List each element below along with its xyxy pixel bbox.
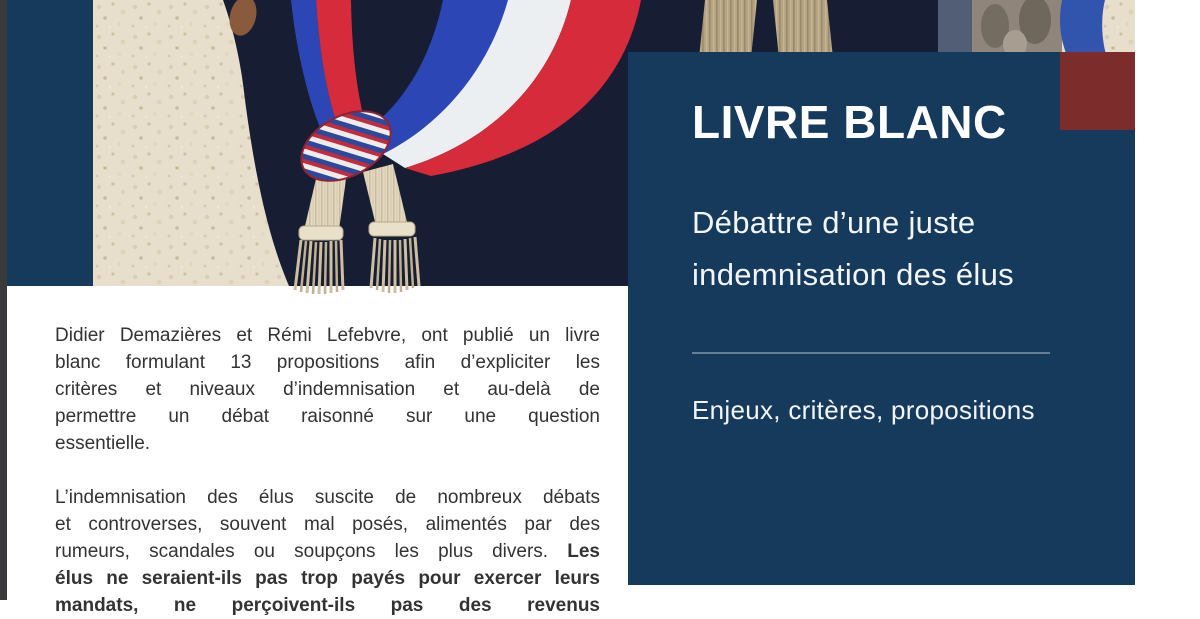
panel-tagline: Enjeux, critères, propositions [692,395,1035,425]
page-edge-strip [0,0,7,600]
panel-subtitle-line2: indemnisation des élus [692,257,1014,292]
body-text-line: Didier Demazières et Rémi Lefebvre, ont publié un livre [55,325,600,346]
body-text-line: essentielle. [55,433,151,454]
body-text-line: rumeurs, scandales ou soupçons les plus divers. Les [55,541,600,562]
panel-divider [692,352,1050,354]
navy-sidebar-block [7,0,93,286]
cover-panel [628,52,1135,585]
panel-subtitle-line1: Débattre d’une juste [692,205,976,240]
body-text-line: critères et niveaux d’indemnisation et au-delà de [55,379,600,400]
body-text-line: permettre un débat raisonné sur une question [55,406,600,427]
body-text-line: blanc formulant 13 propositions afin d’expliciter les [55,352,600,373]
maroon-accent-square [1060,52,1135,130]
panel-title: LIVRE BLANC [692,96,1007,148]
body-text-line: et controverses, souvent mal posés, alimentés par des [55,514,600,535]
body-text-line: L’indemnisation des élus suscite de nombreux débats [55,487,600,508]
panel-subtitle [692,197,1014,301]
body-text-line: mandats, ne perçoivent-ils pas des revenus [55,595,600,616]
body-text [55,322,600,619]
body-text-line: élus ne seraient-ils pas trop payés pour exercer leurs [55,568,600,589]
